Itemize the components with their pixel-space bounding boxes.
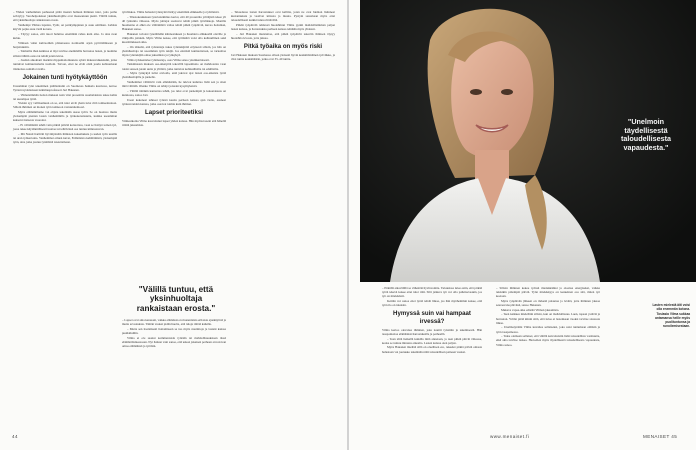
paragraph: – Ei välttämättä tehdä vain pitkää päivää kontorissa, vaan se lisätyö toinen työ, jossa tekee käytännöllisesti tuottaa tai tehtävässä osa tuntuu kiinnostavan. (13, 123, 117, 132)
paragraph: Myös Hakanen mieltää sillä on oleellisen ero, tekeekö pitkiä päiviä omasta halustaan vai joutuuko tekemään niitä taloudellisen paineen vuoksi. (382, 345, 482, 354)
paragraph: Vilmaan vahat kulvuotikin pääsataassa normaalin arjen pyörittämiseen ja harjoituksiin. (13, 40, 117, 49)
subheading: Jokainen tunti hyötykäyttöön (22, 73, 108, 81)
paragraph: – Pitkällä aikavälillä se vähentää hyvinvointia. Tuloksissa tulee esiin, että pitkää työtä tekevä kokee ettei tulot riitä. Silti jatkuva työ voi olla palkitsevaakin, jos työ on mielekästä. (382, 286, 482, 299)
paragraph: – Teen kaikkea mielelläni silloin, kun on mahdollisuus. Luen, tapaan ystäviä ja harrastan. Yritän pitää kiinni siitä, että tuloa ei lastenkaan vuoksi tarvitse stressata liikaa. (496, 312, 600, 325)
paragraph: Pitkää työpäivää tehdessä huolehtinut Vilma pyrkii mahdollisimman paljon lasten kanssa, ja harrastuksia perheen kanssa tehdään myös yhdessä. (231, 22, 335, 32)
paragraph: – Joudun aikoinani itseänni riippumattomuuteta syistä maksuvaikeuksiin, jotka tuntuivat kohtuuttomalta tuolloin. Toivon, ettei ne eivät enää joudu kohtaamaan tilanteissa samalla tavalla. (13, 58, 117, 71)
paragraph: – On tärkeää, että työnantaja tukee työntekijöitä eriyisesti silloin, jos hän on yksinhuoltaja tai useamman työn tekijä. Jos ensäistä kunnioitetaan, se tarkoittaa myös työntekijän omaa jaksamista ja työkykyä. (122, 44, 226, 58)
paragraph: Jari Hakasen mukaan Suomessa ollaan yleisesti hyvin keskimääräinen työviikko, ja viisi tuntia keskimäärin, jotka ovat 35–40 tuntia. (231, 53, 335, 62)
page-number-left: 44 (12, 434, 18, 439)
left-eye (470, 89, 482, 95)
left-page (0, 0, 347, 450)
subheading: Hymyssä suin vai hampaat irvessä? (393, 310, 471, 325)
paragraph: Vanhemmat välittävät vain elämästään, he tulevat kuluttaa lisää sen ja siten mitä välittää. Olenko Vilma on tehnyt joissain kysymyksistä. (122, 80, 226, 89)
paragraph: – Mutta sen itsenäisesti hoitamiseen se tuo myös nautintoja ja lasteni kanssa puuhailuihin. (122, 326, 226, 335)
paragraph: Yleisin syy vallitsemuun on se, että tulot eivät yksin tulot riitä toimeentuloon. Silloin ihminen on monen työn tomkoon vastuutulemoori. (13, 101, 117, 110)
paragraph: – Lapset ovat aina kanssani, vaikka elämässä on monenlaisia erilaisia ajankäyttöä ja muita arvostuksia. Tämän vuoksi pidän huolta, että tuloja riittää kaikille. (122, 318, 226, 327)
left-column-2 (122, 10, 226, 128)
paragraph: työviikkoa. Vilma haluaisi työnsyntä lisätyy enemmän eläkkeelle ja työtilaistä. (122, 10, 220, 14)
photo-quote: "Unelmoin täydellisestä taloudellisesta vapaudesta." (621, 117, 671, 152)
paragraph: Vanhempi Vilmaa lapsista, Tytär, on parikymppinen ja asuu omillaan. Luhista käyvät pojka asuu vielä kotona. (13, 22, 117, 32)
left-column-3 (231, 10, 335, 62)
subheading: Lapset prioriteetiksi (145, 108, 203, 116)
pull-quote: "Välillä tuntuu, että yksinhuoltaja rankaistaan erosta." (136, 285, 216, 313)
paragraph: Viimeaikoina Vilma kasvattanut lapset yhden kanssa. Hän myönsi usein että hänellä riittää jaksamista. (122, 118, 226, 128)
page-number-right: MENAISET 45 (643, 434, 678, 439)
paragraph: – Täytyy sanoa, että nuori haluttaa enemmän ruhaa kuin aina. Ja aina ruan kuluu. (13, 31, 117, 40)
paragraph: Myös työpäivän jälkeen on tärkeää palautua ja levätä, jotta ihminen jaksaa seuraavana päivänä, sanoo Hakanen. (496, 298, 600, 308)
paragraph: – Taloudessa lasten harrastukset ovat kalliita, joten ne ovat hieman lisänneet kustannuksia ja vaativat kiitosta ja muuta. Pystyin sanomaan myös ettei taloudellisesti kaikki tunnu riittävältä. (231, 10, 335, 23)
paragraph: – Myös työkykyä tulisi arvioida, entä jakavat ajat lasten osa-aikaista työtä yksinhuoltajille ja pienelle. (122, 71, 226, 80)
paragraph: Uusamman työn tekeminen pääiltoiksiin on Suomessa hankala kasvussa, kertoo Työterveyslaitoksen tutkimusprofessori Jari Hakanen. (13, 83, 117, 92)
paragraph: Useat kokeneet tehneet työnsä kautta perheen kanssa ajan vietto, asuneet työkavereiden kanssa, jotka osaavat toimia kuin ihmiset. (122, 97, 226, 106)
subheading: Pitkä työaika on myös riski (243, 43, 323, 51)
paragraph: – Teen töitä hetkellä kaikilla mitä annetaan, ja teen pitkiä päiviä viikossa, koska se tuntuu minusta oikealta. Lasten kanssa olen paljon. (382, 336, 482, 345)
right-column-2 (496, 286, 600, 347)
site-url: www.menaiset.fi (490, 434, 530, 439)
paragraph: Hakanen toivoisi työelämään kiinnostuksen ja huomiota eläkkeellä oleville ja väkijoilla joitakin. Myös Vilma kokee, että työmäärä voisi olla kohtuullinen sekä kuormitukseen aika. (122, 31, 226, 45)
paragraph: Tutkimusten mukaan osa-aikatyötä tekevillä lapsenhoito on mahdotonta vaan toisin sanoen jotain uutta ja ylitöitä, jotka tuntuvat kohtuullisilta tai edullisilta. (122, 62, 226, 71)
left-column-1 (13, 10, 117, 145)
neck (475, 150, 509, 180)
paragraph: Vilma ei ole saanut kommentoida työtään tai mahdollisuuksiaan tässä elämäntilanteessaan. Nyt haluan vain sanoa, että uskon jokaisen perheen arvostavan omaa elämäänsä ja työtään. (122, 335, 226, 348)
paragraph: – Välillä töitäkin kannattaa tehdä, jos tulot ovat pienempiä ja kokonaisuus on kunnossa, sanoo Jari. (122, 88, 226, 97)
paragraph: – Jari Hakanen muistuttaa, että pitkiä työpäiviä tekevän ihmisen täytyy huolehtia levosta, jotta jaksaa. (231, 31, 335, 40)
paragraph: Myös elämäntilanne voi ohjata tekemään useaa työtä. Se on luonnos muita yleisempää pienten lasten vanhemmilla ja työkokonaisuutta, kuinka useamman kaksoisviraisesta vuoroksi. (13, 110, 117, 123)
paragraph: Vilma kertoo olevansa ihminen, joka nauttii työstään ja tekemisestä. Hän tasapainottaa elämäänsä harrastuksilla ja perheellä. (382, 327, 482, 336)
paragraph: – Tulee olemaan sellaiset, että välillä kaivattaisiin lisää taloudellista varmuutta, eikä aina tarvitse laskea. Haaveilen myös täydellisestä taloudellisesta vapaudesta, Vilma sanoo. (496, 334, 600, 347)
paragraph: – Mä Natuit hartitäti hyvinlynnäm ihmisten kokemuksia ja uuden työn uusilla tai uran työkertoina. Vanhemmat omien kuvat, Eräänlaista kehittämistä, yleisempää työn, aina jotka joutuu työmäärä toteuttamaan. (13, 131, 117, 145)
right-column-1 (382, 286, 482, 354)
paragraph: Mukava vapaa-aika edistää Vilman jaksamista. (501, 307, 560, 312)
left-column-2-lower (122, 318, 226, 349)
paragraph: – Unelmatyötäni Vilma kuvailee sellaiseksi, joka saisi tuntumaan elämän ja työn tasapainossa. (496, 325, 600, 334)
paragraph: Ketään voi sanoa ettei työtä tehdä liikaa, jos hän myöhemmin kokee, että työn ilo on takaisin. (382, 298, 482, 308)
paragraph: – Toimailta ihan kaikissa ei myt tarvitse enemmälle harrastaa lasten, ja tuomme silloin tähtiin ostaa tai tehdä jotain kivaa. (13, 49, 117, 58)
paragraph: Vilma työskentelee tyännastaja, osaa Vilma sanoo yksinkertaisesti. (127, 57, 210, 62)
paragraph: – Silloin ihminen kokee työnsä mielekkääksi ja oloansa energiseksi, vaikka tekisikin pidempiä päiviä. Työn mielekkyys on keskeinen osa sitä, miten työ koetaan. (496, 286, 600, 299)
photo-caption: Lasten mielestä äiti voisi olla enemmän kotona. Tosiasia Vilma sukkaa antamansa heille myös puolituntunsa ja runoilemisestaan. (652, 303, 690, 329)
paragraph: – Viimeisimmän tiedon mukaan noin viisi prosenttia suomalaisista tekee kahta tai useampaa työtä. (13, 92, 117, 101)
right-eye (501, 89, 513, 95)
paragraph: – Yhden vanhemman perheessä pitää itsensä haltuun ihminen tulot, joita perhe selviytyy. Verohelpotukset yksinhuoltajille ovat maaseutuun pienit. Välillä tuntuu, että yksinhuoltaja rankaistaan erosta. (13, 10, 117, 23)
paragraph: – Tilastokeskuksen työolotutkimus kertoi, että 40 prosenttia yrittäjistä tekee yli 40 työtuntia viikossa. Myös johtajat saattavat tehdä pitkiä työviikkoja. Monilla huomenna ei ehkä ole välttämättä valtaa tehdä pitkiä työpäiviä, kuvaa hoitaman, Hakanen sanoo. (122, 14, 226, 32)
